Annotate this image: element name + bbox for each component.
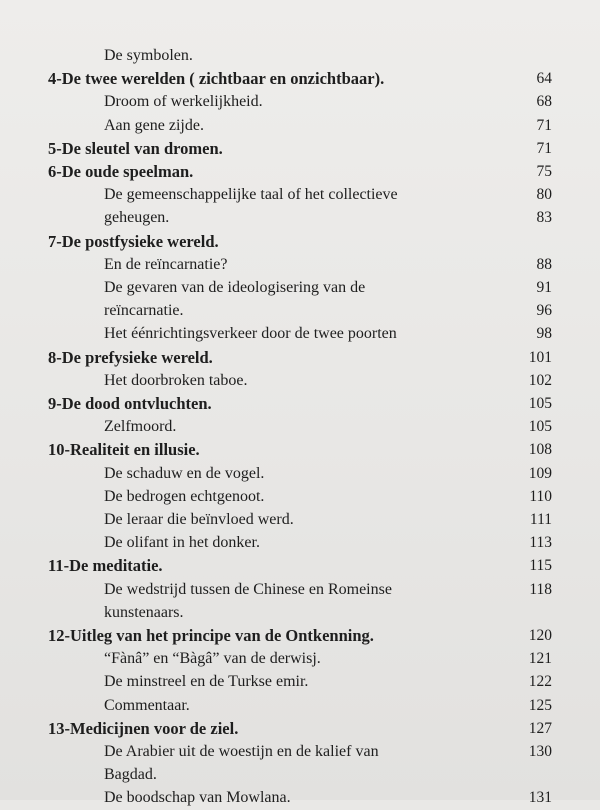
toc-entry-row: [0, 578, 600, 602]
toc-chapter-row: [0, 137, 600, 161]
toc-entry-title: geheugen.: [104, 209, 170, 227]
toc-entry-row: [0, 44, 600, 68]
toc-chapter-row: [0, 438, 600, 462]
toc-entry-title: De minstreel en de Turkse emir.: [104, 673, 309, 691]
toc-page-number: 125: [528, 696, 552, 714]
toc-page-number: 105: [528, 418, 552, 436]
toc-entry-title: “Fànâ” en “Bàgâ” van de derwisj.: [104, 650, 321, 668]
toc-entry-title: Bagdad.: [104, 766, 157, 784]
toc-page-number: 108: [528, 441, 552, 459]
toc-chapter-title: 7-De postfysieke wereld.: [48, 231, 219, 251]
toc-entry-row: [0, 786, 600, 810]
toc-page-number: 75: [536, 163, 552, 180]
toc-chapter-row: [0, 624, 600, 648]
toc-page-number: 71: [536, 139, 552, 157]
toc-entry-title: Zelfmoord.: [104, 418, 177, 436]
toc-chapter-row: [0, 67, 600, 91]
toc-chapter-row: [0, 160, 600, 184]
toc-page-number: 71: [536, 116, 552, 134]
toc-chapter-title: 12-Uitleg van het principe van de Ontkenning.: [48, 626, 374, 645]
toc-entry-title: De symbolen.: [104, 47, 193, 64]
toc-chapter-row: [0, 230, 600, 254]
toc-entry-row: [0, 740, 600, 764]
toc-entry-title: De wedstrijd tussen de Chinese en Romeinse: [104, 580, 392, 598]
toc-chapter-title: 11-De meditatie.: [48, 556, 163, 576]
toc-entry-row: [0, 694, 600, 718]
toc-page-number: 111: [529, 511, 552, 528]
toc-entry-row: [0, 114, 600, 138]
toc-entry-title: De gevaren van de ideologisering van de: [104, 279, 366, 296]
toc-entry-row: [0, 369, 600, 393]
toc-page-number: 127: [528, 719, 552, 737]
toc-chapter-title: 9-De dood ontvluchten.: [48, 394, 212, 413]
toc-entry-row: [0, 763, 600, 787]
toc-entry-title: De bedrogen echtgenoot.: [104, 487, 265, 505]
toc-page-number: 102: [528, 371, 552, 389]
toc-page-number: 113: [529, 534, 552, 552]
toc-entry-row: [0, 601, 600, 625]
toc-chapter-row: [0, 554, 600, 578]
toc-entry-title: De olifant in het donker.: [104, 534, 260, 552]
toc-entry-row: [0, 415, 600, 439]
toc-entry-row: [0, 183, 600, 207]
toc-entry-title: De Arabier uit de woestijn en de kalief van: [104, 743, 379, 760]
toc-page-number: 88: [536, 255, 552, 273]
toc-page-number: 115: [529, 557, 552, 575]
toc-chapter-title: 4-De twee werelden ( zichtbaar en onzichtbaar).: [48, 69, 385, 89]
toc-entry-title: De gemeenschappelijke taal of het collectieve: [104, 186, 398, 204]
toc-entry-title: Aan gene zijde.: [104, 116, 204, 134]
toc-chapter-title: 5-De sleutel van dromen.: [48, 138, 223, 158]
toc-page-number: 120: [528, 627, 552, 644]
toc-page-number: 130: [528, 743, 552, 760]
toc-page-number: 105: [528, 395, 552, 412]
toc-chapter-row: [0, 717, 600, 741]
toc-entry-row: [0, 90, 600, 114]
toc-chapter-title: 10-Realiteit en illusie.: [48, 440, 200, 460]
toc-page-number: 122: [528, 673, 552, 691]
toc-entry-row: [0, 670, 600, 694]
toc-page-number: 131: [528, 789, 552, 807]
toc-entry-row: [0, 276, 600, 300]
toc-entry-row: [0, 253, 600, 277]
toc-entry-row: [0, 299, 600, 323]
toc-page-number: 80: [536, 186, 552, 204]
toc-entry-title: Het doorbroken taboe.: [104, 371, 248, 389]
toc-entry-title: Droom of werkelijkheid.: [104, 93, 263, 111]
toc-entry-title: reïncarnatie.: [104, 302, 184, 320]
toc-entry-title: De schaduw en de vogel.: [104, 464, 265, 482]
toc-page-number: 64: [536, 70, 552, 88]
toc-chapter-title: 6-De oude speelman.: [48, 162, 194, 181]
toc-page-number: 121: [528, 650, 552, 668]
toc-entry-title: De leraar die beïnvloed werd.: [104, 511, 294, 528]
toc-chapter-row: [0, 392, 600, 416]
toc-entry-row: [0, 462, 600, 486]
toc-chapter-row: [0, 346, 600, 370]
toc-page-number: 96: [536, 302, 552, 320]
toc-page-number: 118: [529, 580, 552, 598]
toc-page-number: 110: [529, 487, 552, 505]
toc-page-number: 98: [536, 325, 552, 343]
toc-entry-title: Commentaar.: [104, 696, 190, 714]
toc-chapter-title: 13-Medicijnen voor de ziel.: [48, 718, 239, 738]
toc-chapter-title: 8-De prefysieke wereld.: [48, 347, 213, 367]
toc-page-number: 109: [528, 464, 552, 482]
toc-page-number: 101: [528, 348, 552, 366]
toc-entry-row: [0, 508, 600, 532]
toc-entry-title: Het éénrichtingsverkeer door de twee poorten: [104, 325, 397, 343]
toc-entry-row: [0, 206, 600, 230]
toc-entry-row: [0, 322, 600, 346]
toc-entry-row: [0, 485, 600, 509]
toc-entry-row: [0, 531, 600, 555]
toc-page-number: 83: [536, 209, 552, 227]
toc-entry-title: kunstenaars.: [104, 603, 184, 621]
toc-page-number: 68: [536, 93, 552, 111]
toc-page-number: 91: [536, 279, 552, 296]
toc-entry-title: De boodschap van Mowlana.: [104, 789, 291, 807]
toc-entry-row: [0, 647, 600, 671]
toc-entry-title: En de reïncarnatie?: [104, 255, 228, 273]
